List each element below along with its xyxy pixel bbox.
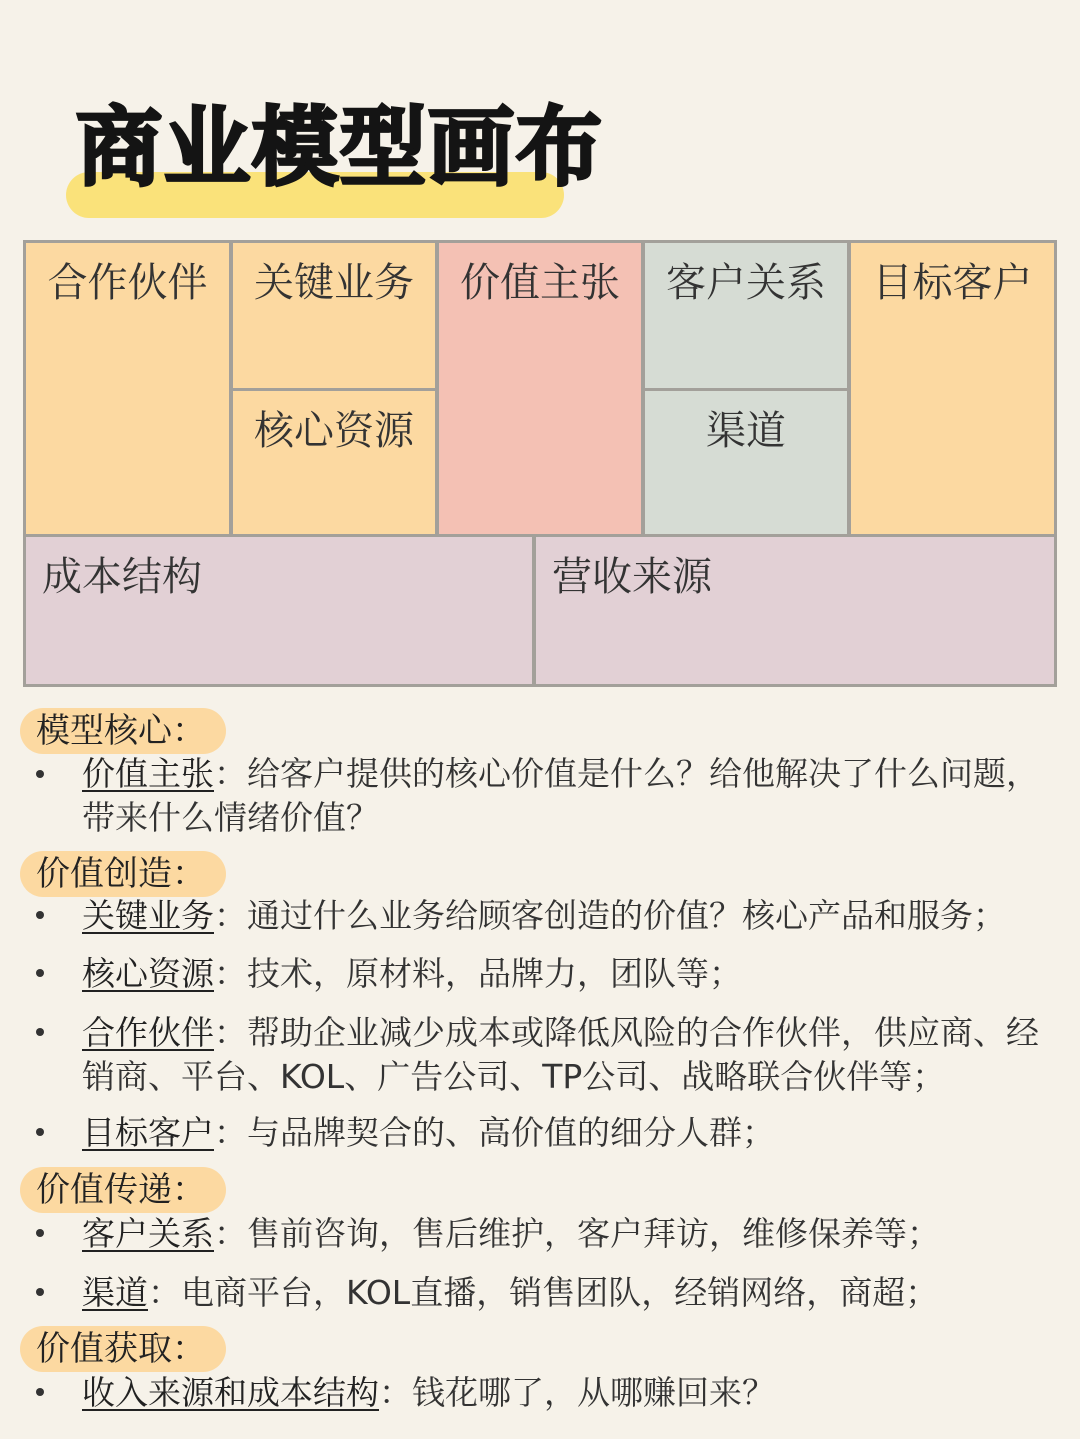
list-item-key-resources (82, 952, 1052, 996)
bullet-icon (34, 1128, 48, 1142)
desc-revenue-and-cost: ：钱花哪了，从哪赚回来？ (379, 1373, 775, 1412)
section-heading-capture: 价值获取： (20, 1326, 226, 1372)
list-item-revenue-and-cost (82, 1371, 1052, 1415)
term-channels: 渠道 (82, 1273, 148, 1312)
bullet-icon (34, 969, 48, 983)
bullet-icon (34, 1028, 48, 1042)
desc-channels: ：电商平台，KOL直播，销售团队，经销网络，商超； (148, 1273, 939, 1312)
cell-partners-label: 合作伙伴 (47, 260, 208, 306)
term-key-activities: 关键业务 (82, 896, 214, 935)
bullet-icon (34, 911, 48, 925)
desc-partners: ：帮助企业减少成本或降低风险的合作伙伴，供应商、经销商、平台、KOL、广告公司、TP公司、战略联合伙伴等； (82, 1013, 1039, 1096)
term-key-resources: 核心资源 (82, 954, 214, 993)
term-customer-relationships: 客户关系 (82, 1214, 214, 1253)
section-heading-delivery: 价值传递： (20, 1167, 226, 1213)
list-item-customer-relationships (82, 1212, 1052, 1256)
term-value-proposition: 价值主张 (82, 754, 214, 793)
cell-partners (23, 240, 232, 537)
desc-key-resources: ：技术，原材料，品牌力，团队等； (214, 954, 742, 993)
bullet-icon (34, 770, 48, 784)
cell-cost-structure (23, 534, 535, 687)
list-item-key-activities (82, 894, 1052, 938)
bullet-icon (34, 1288, 48, 1302)
cell-revenue-streams (533, 534, 1057, 687)
cell-channels-label: 渠道 (706, 408, 786, 454)
list-item-partners (82, 1011, 1052, 1099)
cell-key-activities-label: 关键业务 (254, 260, 414, 306)
desc-key-activities: ：通过什么业务给顾客创造的价值？核心产品和服务； (214, 896, 1006, 935)
cell-key-resources (230, 388, 438, 537)
bullet-icon (34, 1229, 48, 1243)
term-revenue-and-cost: 收入来源和成本结构 (82, 1373, 379, 1412)
desc-customer-segments: ：与品牌契合的、高价值的细分人群； (214, 1113, 775, 1152)
term-partners: 合作伙伴 (82, 1013, 214, 1052)
cell-customer-relationships-label: 客户关系 (666, 260, 826, 306)
cell-key-activities (230, 240, 438, 391)
desc-value-proposition: ：给客户提供的核心价值是什么？给他解决了什么问题，带来什么情绪价值？ (82, 754, 1039, 837)
bullet-icon (34, 1388, 48, 1402)
list-item-value-proposition (82, 752, 1052, 840)
section-heading-core: 模型核心： (20, 708, 226, 754)
cell-value-proposition (436, 240, 644, 537)
section-heading-creation: 价值创造： (20, 851, 226, 897)
list-item-channels (82, 1271, 1052, 1315)
cell-customer-segments (848, 240, 1057, 537)
cell-customer-segments-label: 目标客户 (872, 260, 1033, 306)
list-item-customer-segments (82, 1111, 1052, 1155)
cell-value-proposition-label: 价值主张 (460, 260, 620, 306)
cell-customer-relationships (642, 240, 850, 391)
page-title: 商业模型画布 (76, 98, 604, 198)
cell-cost-structure-label: 成本结构 (42, 554, 202, 600)
desc-customer-relationships: ：售前咨询，售后维护，客户拜访，维修保养等； (214, 1214, 940, 1253)
term-customer-segments: 目标客户 (82, 1113, 214, 1152)
cell-key-resources-label: 核心资源 (254, 408, 414, 454)
cell-revenue-streams-label: 营收来源 (552, 554, 712, 600)
business-model-canvas (23, 240, 1057, 687)
cell-channels (642, 388, 850, 537)
